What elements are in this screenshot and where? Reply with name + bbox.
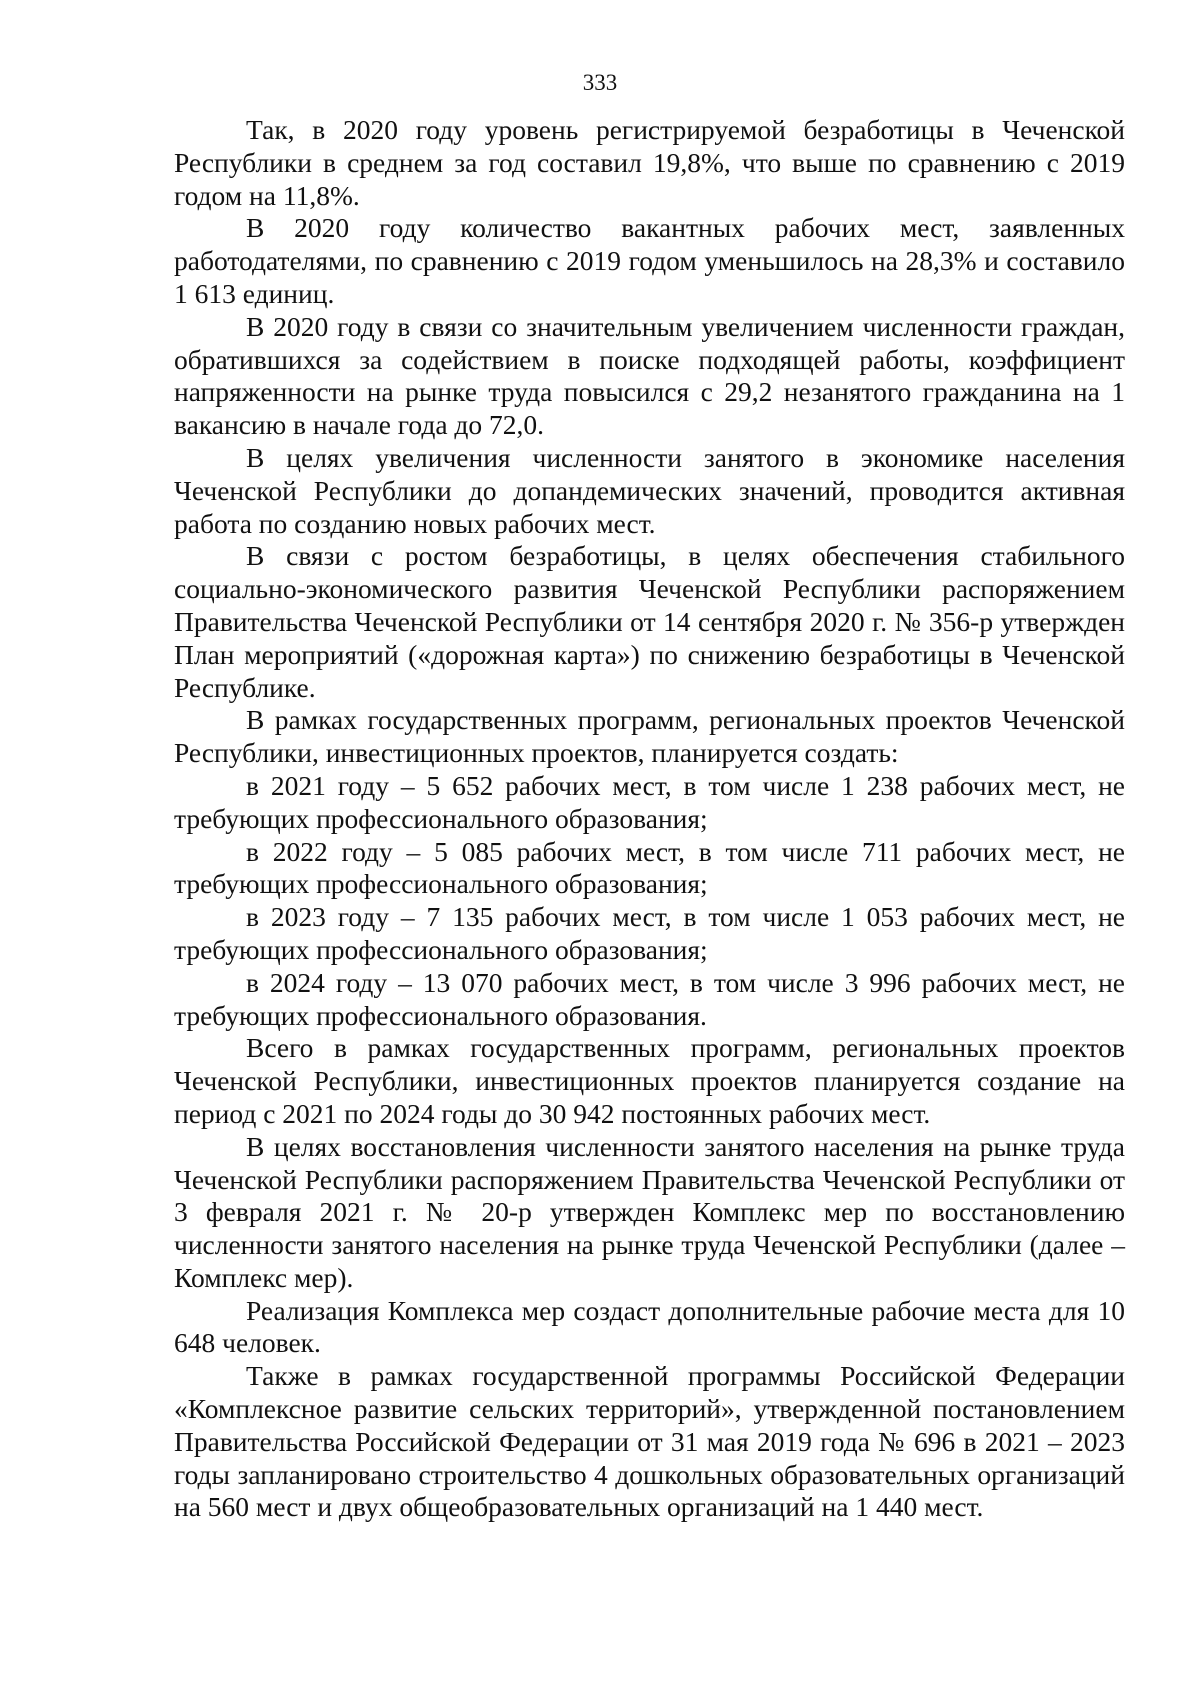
paragraph-employment-goals: В целях увеличения численности занятого в экономике населения Чеченской Республики до допандемических значений, проводится активная работа по созданию новых рабочих мест. <box>174 441 1125 539</box>
page-number: 333 <box>582 70 618 95</box>
paragraph-roadmap: В связи с ростом безработицы, в целях обеспечения стабильного социально-экономического развития Чеченской Республики распоряжением Правительства Чеченской Республики от 14 сентября 2020 г. № 356-р утвержден План мероприятий («дорожная карта») по снижению безработицы в Чеченской Республике. <box>174 540 1125 703</box>
paragraph-planned-jobs-intro: В рамках государственных программ, региональных проектов Чеченской Республики, инвестиционных проектов, планируется создать: <box>174 704 1125 769</box>
paragraph-complex-measures: В целях восстановления численности занятого населения на рынке труда Чеченской Республики распоряжением Правительства Чеченской Республики от 3 февраля 2021 г. № 20-р утвержден Комплекс мер по восстановлению численности занятого населения на рынке труда Чеченской Республики (далее – Комплекс мер). <box>174 1130 1125 1293</box>
paragraph-jobs-2024: в 2024 году – 13 070 рабочих мест, в том числе 3 996 рабочих мест, не требующих профессионального образования. <box>174 966 1125 1031</box>
paragraph-jobs-2023: в 2023 году – 7 135 рабочих мест, в том числе 1 053 рабочих мест, не требующих профессионального образования; <box>174 901 1125 965</box>
paragraph-rural-program: Также в рамках государственной программы Российской Федерации «Комплексное развитие сельских территорий», утвержденной постановлением Правительства Российской Федерации от 31 мая 2019 года № 696 в 2021 – 2023 годы запланировано строительство 4 дошкольных образовательных организаций на 560 мест и двух общеобразовательных организаций на 1 440 мест. <box>174 1360 1125 1523</box>
paragraph-unemployment-rate: Так, в 2020 году уровень регистрируемой безработицы в Чеченской Республики в среднем за год составил 19,8%, что выше по сравнению с 2019 годом на 11,8%. <box>174 114 1125 211</box>
paragraph-vacancies: В 2020 году количество вакантных рабочих мест, заявленных работодателями, по сравнению с 2019 годом уменьшилось на 28,3% и составило 1 613 единиц. <box>174 212 1125 309</box>
paragraph-tension-coefficient: В 2020 году в связи со значительным увеличением численности граждан, обратившихся за содействием в поиске подходящей работы, коэффициент напряженности на рынке труда повысился с 29,2 незанятого гражданина на 1 вакансию в начале года до 72,0. <box>174 310 1125 441</box>
document-body <box>174 114 1125 1524</box>
paragraph-jobs-2021: в 2021 году – 5 652 рабочих мест, в том числе 1 238 рабочих мест, не требующих профессионального образования; <box>174 769 1125 834</box>
paragraph-jobs-total: Всего в рамках государственных программ, региональных проектов Чеченской Республики, инвестиционных проектов планируется создание на период с 2021 по 2024 годы до 30 942 постоянных рабочих мест. <box>174 1032 1125 1129</box>
paragraph-jobs-2022: в 2022 году – 5 085 рабочих мест, в том числе 711 рабочих мест, не требующих профессионального образования; <box>174 835 1125 900</box>
paragraph-complex-result: Реализация Комплекса мер создаст дополнительные рабочие места для 10 648 человек. <box>174 1294 1125 1359</box>
